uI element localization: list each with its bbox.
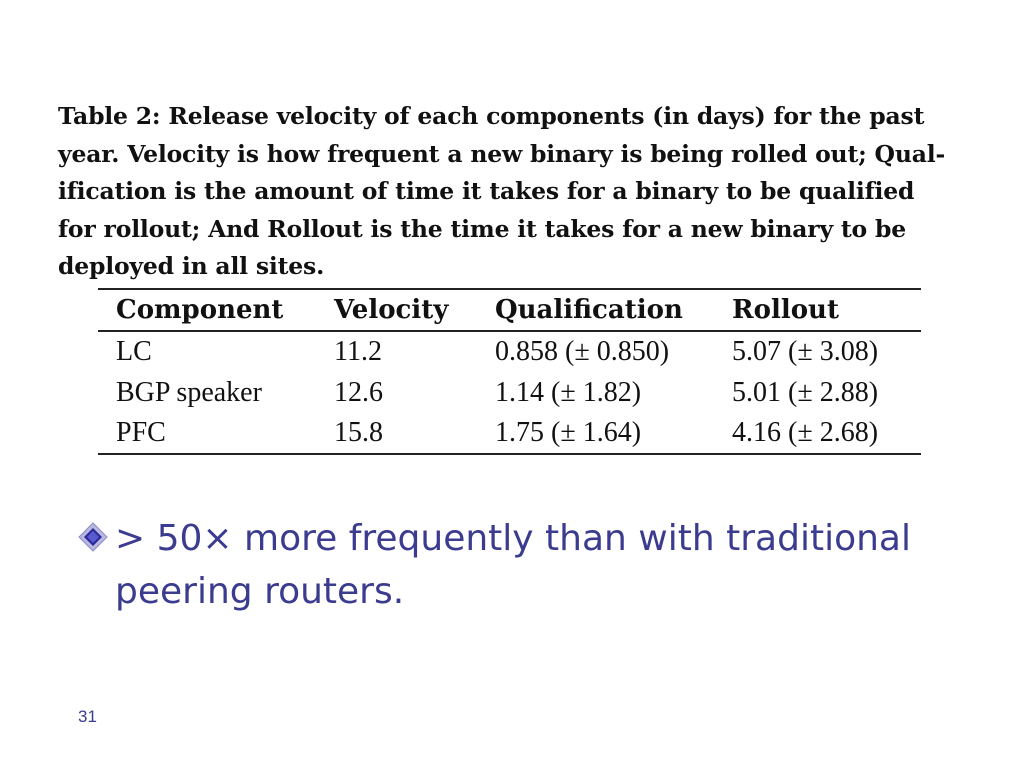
cell-qualification: 1.14 (± 1.82) bbox=[495, 376, 642, 408]
header-velocity: Velocity bbox=[334, 295, 449, 325]
table-row bbox=[98, 331, 921, 372]
bullet-text bbox=[115, 512, 965, 618]
cell-velocity: 11.2 bbox=[334, 336, 382, 367]
diamond-bullet-icon bbox=[78, 522, 108, 552]
cell-component: PFC bbox=[116, 417, 166, 448]
caption-line: for rollout; And Rollout is the time it takes for a new binary to be bbox=[58, 214, 906, 243]
bullet-line: peering routers. bbox=[115, 571, 405, 612]
table-caption bbox=[58, 98, 968, 286]
table-header-row bbox=[98, 289, 921, 331]
cell-component: LC bbox=[116, 336, 152, 367]
cell-qualification: 1.75 (± 1.64) bbox=[495, 417, 642, 448]
cell-component: BGP speaker bbox=[116, 376, 262, 408]
cell-rollout: 5.01 (± 2.88) bbox=[732, 376, 879, 408]
velocity-table bbox=[98, 288, 921, 455]
caption-line: deployed in all sites. bbox=[58, 252, 325, 280]
caption-line: year. Velocity is how frequent a new binary is being rolled out; Qual- bbox=[58, 139, 946, 168]
header-qualification: Qualification bbox=[495, 295, 683, 325]
page-number: 31 bbox=[78, 707, 97, 726]
table-row bbox=[98, 413, 921, 454]
cell-velocity: 12.6 bbox=[334, 376, 383, 408]
caption-line: ification is the amount of time it takes for a binary to be qualified bbox=[58, 177, 915, 205]
cell-rollout: 4.16 (± 2.68) bbox=[732, 417, 879, 448]
bullet-line: > 50× more frequently than with traditional bbox=[115, 518, 911, 559]
cell-qualification: 0.858 (± 0.850) bbox=[495, 336, 670, 367]
header-component: Component bbox=[116, 295, 284, 325]
caption-line: Table 2: Release velocity of each components (in days) for the past bbox=[58, 102, 925, 130]
header-rollout: Rollout bbox=[732, 295, 839, 325]
table-row bbox=[98, 372, 921, 413]
cell-velocity: 15.8 bbox=[334, 417, 383, 448]
cell-rollout: 5.07 (± 3.08) bbox=[732, 336, 879, 367]
